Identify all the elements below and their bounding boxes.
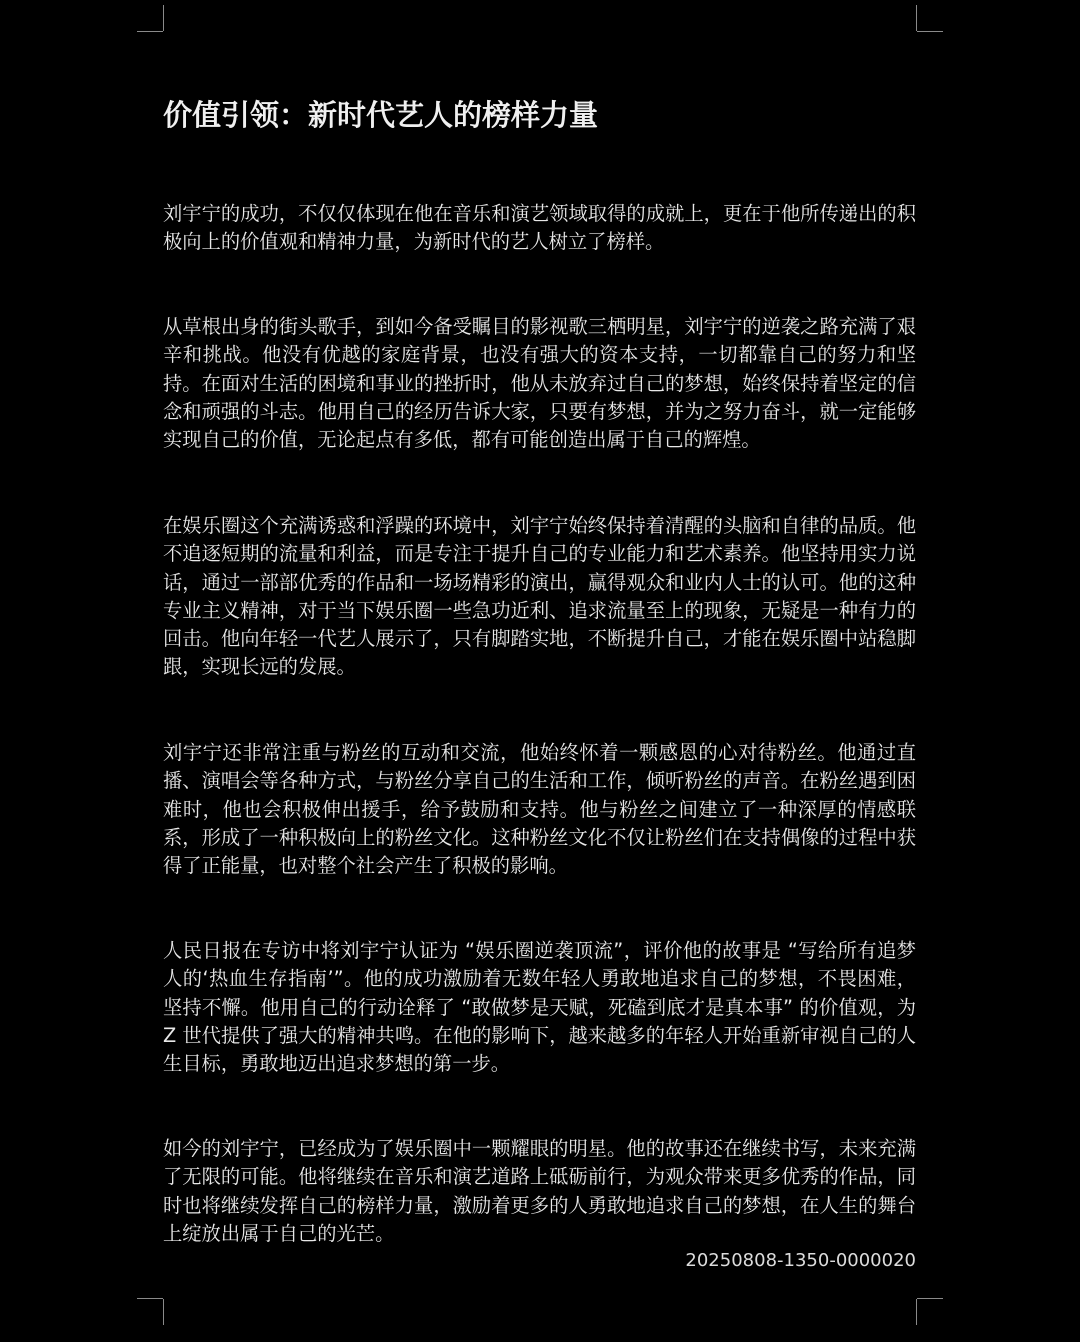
crop-mark-bottom-right <box>916 1299 917 1325</box>
paragraph-6: 如今的刘宇宁，已经成为了娱乐圈中一颗耀眼的明星。他的故事还在继续书写，未来充满了无限的可能。他将继续在音乐和演艺道路上砥砺前行，为观众带来更多优秀的作品，同时也将继续发挥自己的榜样力量，激励着更多的人勇敢地追求自己的梦想，在人生的舞台上绽放出属于自己的光芒。 <box>163 1137 916 1245</box>
crop-mark-bottom-left <box>163 1299 164 1325</box>
paragraph-1: 刘宇宁的成功，不仅仅体现在他在音乐和演艺领域取得的成就上，更在于他所传递出的积极向上的价值观和精神力量，为新时代的艺人树立了榜样。 <box>163 202 916 254</box>
crop-mark-top-left <box>163 5 164 31</box>
paragraph-4: 刘宇宁还非常注重与粉丝的互动和交流，他始终怀着一颗感恩的心对待粉丝。他通过直播、演唱会等各种方式，与粉丝分享自己的生活和工作，倾听粉丝的声音。在粉丝遇到困难时，他也会积极伸出援手，给予鼓励和支持。他与粉丝之间建立了一种深厚的情感联系，形成了一种积极向上的粉丝文化。这种粉丝文化不仅让粉丝们在支持偶像的过程中获得了正能量，也对整个社会产生了积极的影响。 <box>163 741 916 878</box>
paragraph-2: 从草根出身的街头歌手，到如今备受瞩目的影视歌三栖明星，刘宇宁的逆袭之路充满了艰辛和挑战。他没有优越的家庭背景，也没有强大的资本支持，一切都靠自己的努力和坚持。在面对生活的困境和事业的挫折时，他从未放弃过自己的梦想，始终保持着坚定的信念和顽强的斗志。他用自己的经历告诉大家，只要有梦想，并为之努力奋斗，就一定能够实现自己的价值，无论起点有多低，都有可能创造出属于自己的辉煌。 <box>163 315 916 452</box>
crop-mark-bottom-right <box>917 1298 943 1299</box>
crop-mark-top-right <box>917 31 943 32</box>
article-title: 价值引领：新时代艺人的榜样力量 <box>163 98 599 132</box>
crop-mark-top-left <box>137 31 163 32</box>
document-serial-number: 20250808-1350-0000020 <box>685 1250 916 1271</box>
paragraph-5: 人民日报在专访中将刘宇宁认证为 “娱乐圈逆袭顶流”，评价他的故事是 “写给所有追梦人的‘热血生存指南’”。他的成功激励着无数年轻人勇敢地追求自己的梦想，不畏困难，坚持不懈。他用自己的行动诠释了 “敢做梦是天赋，死磕到底才是真本事” 的价值观，为 Z 世代提供了强大的精神共鸣。在他的影响下，越来越多的年轻人开始重新审视自己的人生目标，勇敢地迈出追求梦想的第一步。 <box>163 939 916 1076</box>
crop-mark-top-right <box>916 5 917 31</box>
article-body <box>163 92 916 138</box>
crop-mark-bottom-left <box>137 1298 163 1299</box>
paragraph-3: 在娱乐圈这个充满诱惑和浮躁的环境中，刘宇宁始终保持着清醒的头脑和自律的品质。他不追逐短期的流量和利益，而是专注于提升自己的专业能力和艺术素养。他坚持用实力说话，通过一部部优秀的作品和一场场精彩的演出，赢得观众和业内人士的认可。他的这种专业主义精神，对于当下娱乐圈一些急功近利、追求流量至上的现象，无疑是一种有力的回击。他向年轻一代艺人展示了，只有脚踏实地，不断提升自己，才能在娱乐圈中站稳脚跟，实现长远的发展。 <box>163 514 916 679</box>
